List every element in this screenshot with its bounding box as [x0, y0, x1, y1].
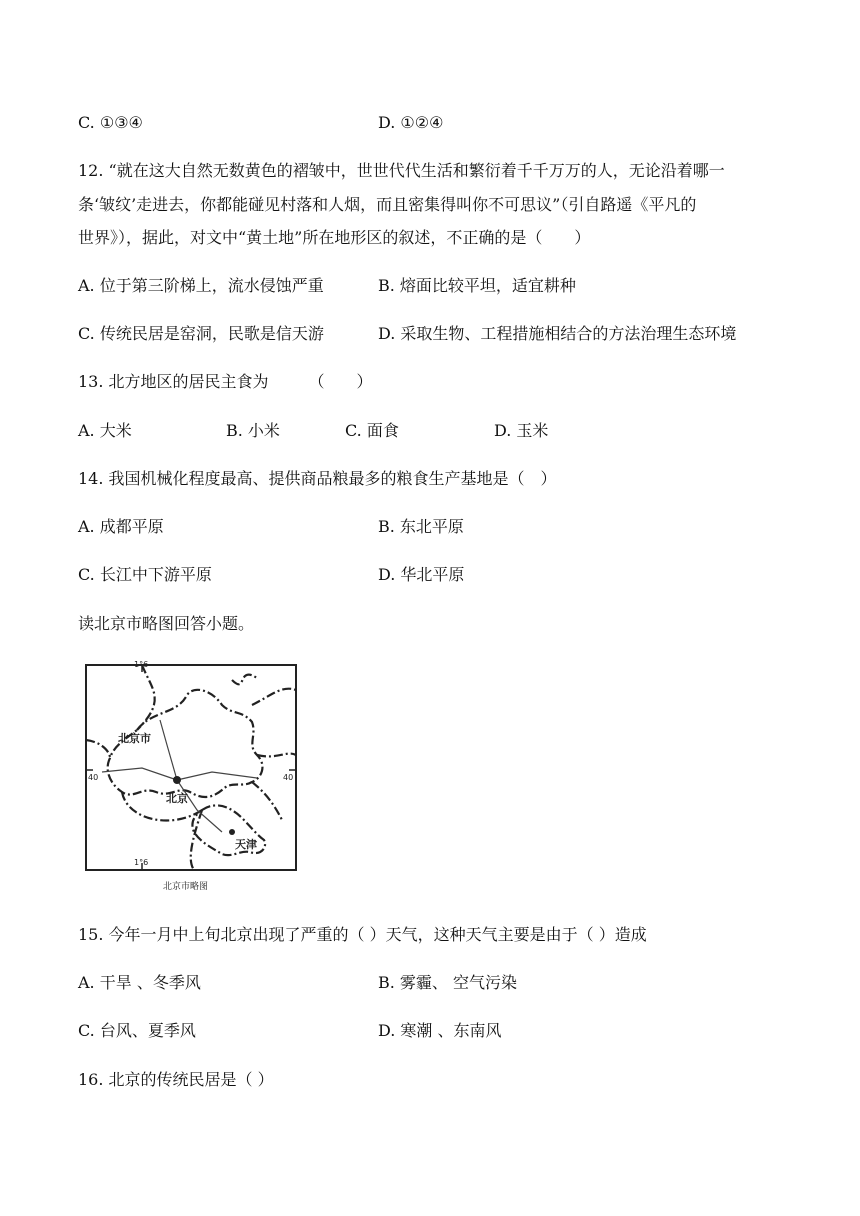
q14-stem: 14. 我国机械化程度最高、提供商品粮最多的粮食生产基地是（ ） — [78, 469, 557, 488]
map-label-tianjin: 天津 — [235, 838, 257, 851]
q14-option-c: C. 长江中下游平原 — [78, 565, 212, 584]
q12-option-d: D. 采取生物、工程措施相结合的方法治理生态环境 — [378, 324, 737, 343]
q15-stem: 15. 今年一月中上旬北京出现了严重的（ ）天气，这种天气主要是由于（ ）造成 — [78, 925, 647, 944]
map-drawing — [82, 660, 302, 878]
q13-option-c: C. 面食 — [345, 421, 399, 440]
q15-option-c: C. 台风、夏季风 — [78, 1021, 196, 1040]
map-intro-text: 读北京市略图回答小题。 — [78, 614, 255, 633]
q12-option-c: C. 传统民居是窑洞，民歌是信天游 — [78, 324, 324, 343]
q12-option-b: B. 熔面比较平坦，适宜耕种 — [378, 276, 576, 295]
map-caption: 北京市略图 — [163, 882, 209, 892]
q11-option-d: D. ①②④ — [378, 113, 444, 132]
q12-stem-line-1: 12. “就在这大自然无数黄色的褶皱中，世世代代生活和繁衍着千千万万的人，无论沿着哪一 — [78, 161, 725, 180]
q12-option-a: A. 位于第三阶梯上，流水侵蚀严重 — [78, 276, 324, 295]
q14-option-d: D. 华北平原 — [378, 565, 465, 584]
q12-stem-line-2: 条‘皱纹’走进去，你都能碰见村落和人烟，而且密集得叫你不可思议”（引自路遥《平凡的 — [78, 195, 697, 214]
q15-option-d: D. 寒潮 、东南风 — [378, 1021, 502, 1040]
map-tick-left: 40 — [88, 773, 99, 782]
map-label-beijing-city: 北京市 — [118, 732, 151, 745]
q13-option-d: D. 玉米 — [494, 421, 549, 440]
q15-option-a: A. 干旱 、冬季风 — [78, 973, 201, 992]
q14-option-b: B. 东北平原 — [378, 517, 464, 536]
map-tick-top: 1°6 — [134, 660, 149, 669]
q13-option-b: B. 小米 — [226, 421, 280, 440]
q12-stem-line-3: 世界》），据此，对文中“黄土地”所在地形区的叙述，不正确的是（ ） — [78, 228, 591, 247]
q14-option-a: A. 成都平原 — [78, 517, 164, 536]
q11-option-c: C. ①③④ — [78, 113, 143, 132]
map-tick-bottom: 1°6 — [134, 858, 149, 867]
q13-stem: 13. 北方地区的居民主食为 （ ） — [78, 372, 373, 391]
q13-option-a: A. 大米 — [78, 421, 132, 440]
beijing-sketch-map — [82, 660, 302, 878]
q16-stem: 16. 北京的传统民居是（ ） — [78, 1070, 274, 1089]
map-tick-right: 40 — [283, 773, 294, 782]
q15-option-b: B. 雾霾、 空气污染 — [378, 973, 518, 992]
map-label-beijing: 北京 — [166, 792, 188, 805]
